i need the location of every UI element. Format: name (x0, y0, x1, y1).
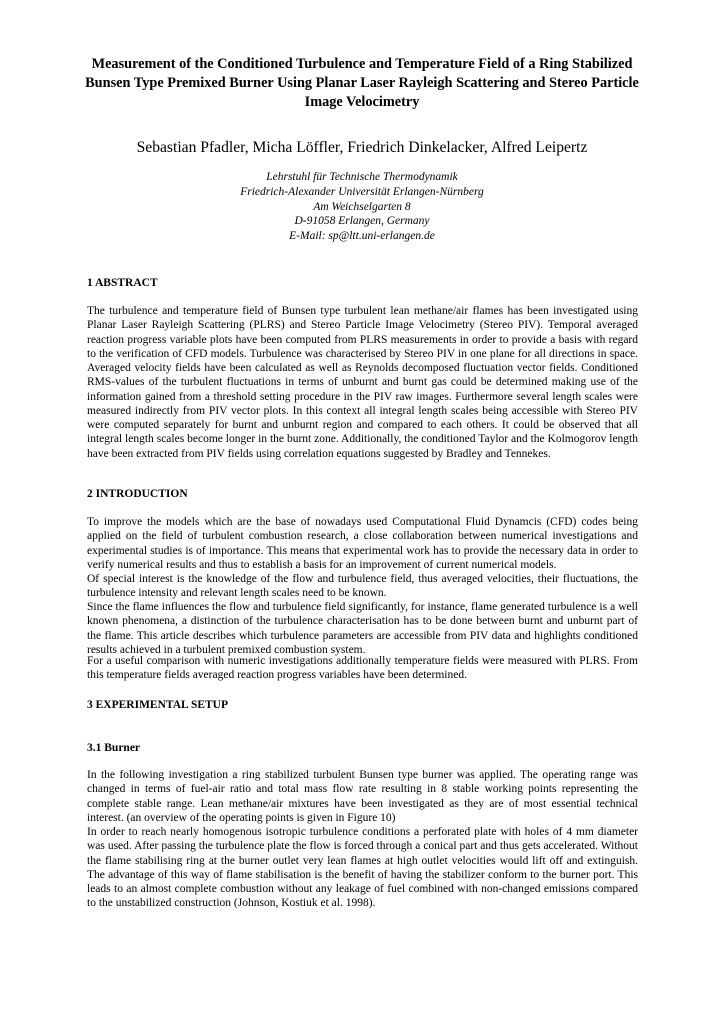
burner-paragraph-1: In the following investigation a ring stabilized turbulent Bunsen type burner was applied. The operating range was changed in terms of fuel-air ratio and total mass flow rate resulting in 8 stable working points representing the complete stable range. Lean methane/air mixtures have been investigated as they are of most essential technical interest. (an overview of the operating points is given in Figure 10) (87, 769, 638, 824)
affiliation-line: D-91058 Erlangen, Germany (294, 215, 430, 228)
affiliation-email: E-Mail: sp@ltt.uni-erlangen.de (289, 230, 435, 243)
burner-paragraph-2: In order to reach nearly homogenous isotropic turbulence conditions a perforated plate with holes of 4 mm diameter was used. After passing the turbulence plate the flow is forced through a conical part and thus gets accelerated. Without the flame stabilising ring at the burner outlet very lean flames at high outlet velocities would lift off and extinguish. The advantage of this way of flame stabilisation is the benefit of having the stabilizer conform to the burner port. This leads to an almost complete combustion without any leakage of fuel combined with non-changed emissions compared to the unstabilized construction (Johnson, Kostiuk et al. 1998). (87, 826, 638, 910)
introduction-paragraph-1: To improve the models which are the base of nowadays used Computational Fluid Dynamcis (CFD) codes being applied on the field of turbulent combustion research, a close collaboration between numerical investigations and experimental studies is of importance. This means that experimental work has to provide the necessary data in order to verify numerical results and thus to establish a basis for an improvement of current numerical models. (87, 516, 638, 571)
section-heading-introduction: 2 INTRODUCTION (87, 488, 188, 500)
abstract-paragraph: The turbulence and temperature field of Bunsen type turbulent lean methane/air flames has been investigated using Planar Laser Rayleigh Scattering (PLRS) and Stereo Particle Image Velocimetry (Stereo PIV). Temporal averaged reaction progress variable plots have been computed from PLRS measurements in order to provide a basis with regard to the verification of CFD models. Turbulence was characterised by Stereo PIV in one plane for all directions in space. Averaged velocity fields have been calculated as well as Reynolds decomposed fluctuation vector fields. Conditioned RMS-values of the turbulent fluctuations in terms of unburnt and burnt gas could be determined making use of the information gained from a threshold setting procedure in the PIV raw images. Furthermore several length scales were measured indirectly from PIV vector plots. In this context all integral length scales being accessible with Stereo PIV were computed separately for burnt and unburnt region and compared to each others. It could be observed that all integral length scales become longer in the burnt zone. Additionally, the conditioned Taylor and the Kolmogorov length have been extracted from PIV fields using correlation equations suggested by Bradley and Tennekes. (87, 305, 638, 460)
paper-title: Measurement of the Conditioned Turbulence and Temperature Field of a Ring Stabilized Bunsen Type Premixed Burner Using Planar Laser Rayleigh Scattering and Stereo Particle Image Velocimetry (85, 56, 639, 110)
section-heading-abstract: 1 ABSTRACT (87, 277, 158, 289)
introduction-paragraph-4: For a useful comparison with numeric investigations additionally temperature fields were measured with PLRS. From this temperature fields averaged reaction progress variables have been determined. (87, 655, 638, 682)
affiliation-line: Friedrich-Alexander Universität Erlangen-Nürnberg (240, 185, 484, 198)
author-list: Sebastian Pfadler, Micha Löffler, Friedrich Dinkelacker, Alfred Leipertz (136, 139, 588, 156)
introduction-paragraph-2: Of special interest is the knowledge of the flow and turbulence field, thus averaged velocities, their fluctuations, the turbulence intensity and relevant length scales need to be known. (87, 573, 638, 600)
affiliation-line: Am Weichselgarten 8 (313, 200, 411, 213)
introduction-paragraph-3: Since the flame influences the flow and turbulence field significantly, for instance, flame generated turbulence is a well known phenomena, a distinction of the turbulence characterisation has to be done between burnt and unburnt part of the flame. This article describes which turbulence parameters are accessible from PIV data and highlights conditioned results achieved in a turbulent premixed combustion system. (87, 601, 638, 656)
section-heading-setup: 3 EXPERIMENTAL SETUP (87, 699, 229, 711)
affiliation-line: Lehrstuhl für Technische Thermodynamik (266, 171, 458, 183)
subsection-heading-burner: 3.1 Burner (87, 742, 141, 754)
affiliation-block (120, 170, 604, 244)
